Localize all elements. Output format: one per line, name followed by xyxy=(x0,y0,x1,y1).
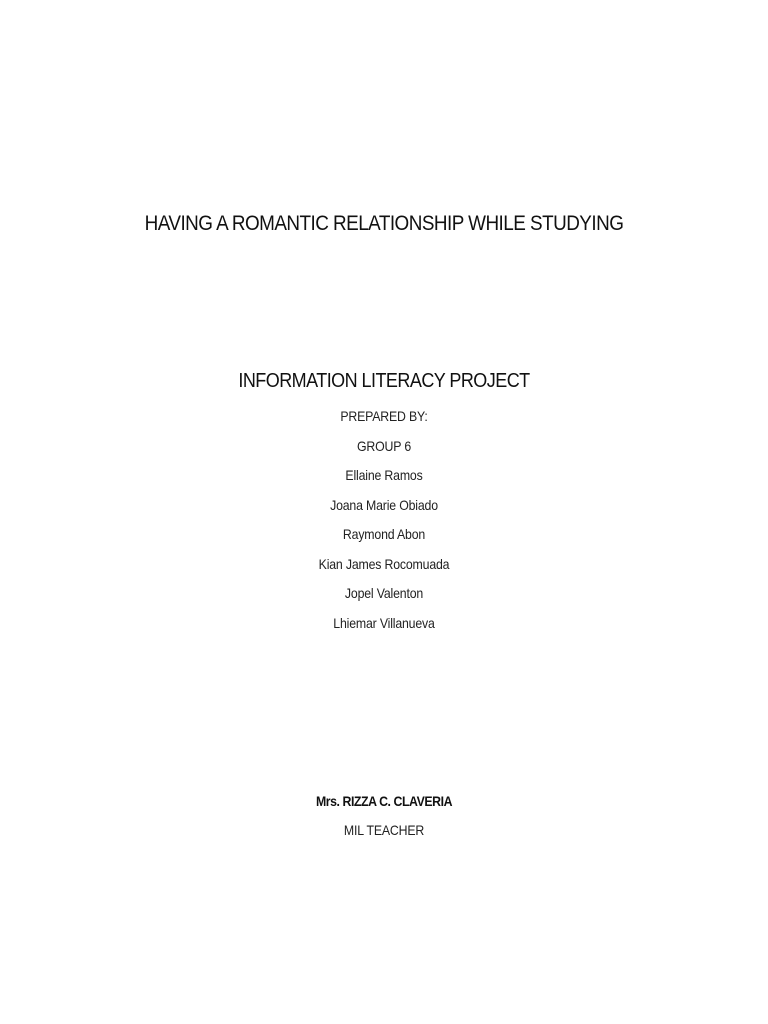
member-name: Ellaine Ramos xyxy=(345,467,423,483)
member-name: Raymond Abon xyxy=(342,526,426,542)
teacher-name: Mrs. RIZZA C. CLAVERIA xyxy=(315,793,453,809)
document-title: HAVING A ROMANTIC RELATIONSHIP WHILE STUDYING xyxy=(144,212,624,235)
prepared-by-label: PREPARED BY: xyxy=(340,408,428,424)
member-name: Joana Marie Obiado xyxy=(330,497,438,513)
member-name: Lhiemar Villanueva xyxy=(333,615,435,631)
member-name: Jopel Valenton xyxy=(344,585,424,601)
project-subtitle: INFORMATION LITERACY PROJECT xyxy=(238,370,530,392)
member-name: Kian James Rocomuada xyxy=(318,556,450,572)
group-label: GROUP 6 xyxy=(356,438,412,454)
teacher-role: MIL TEACHER xyxy=(343,822,425,838)
